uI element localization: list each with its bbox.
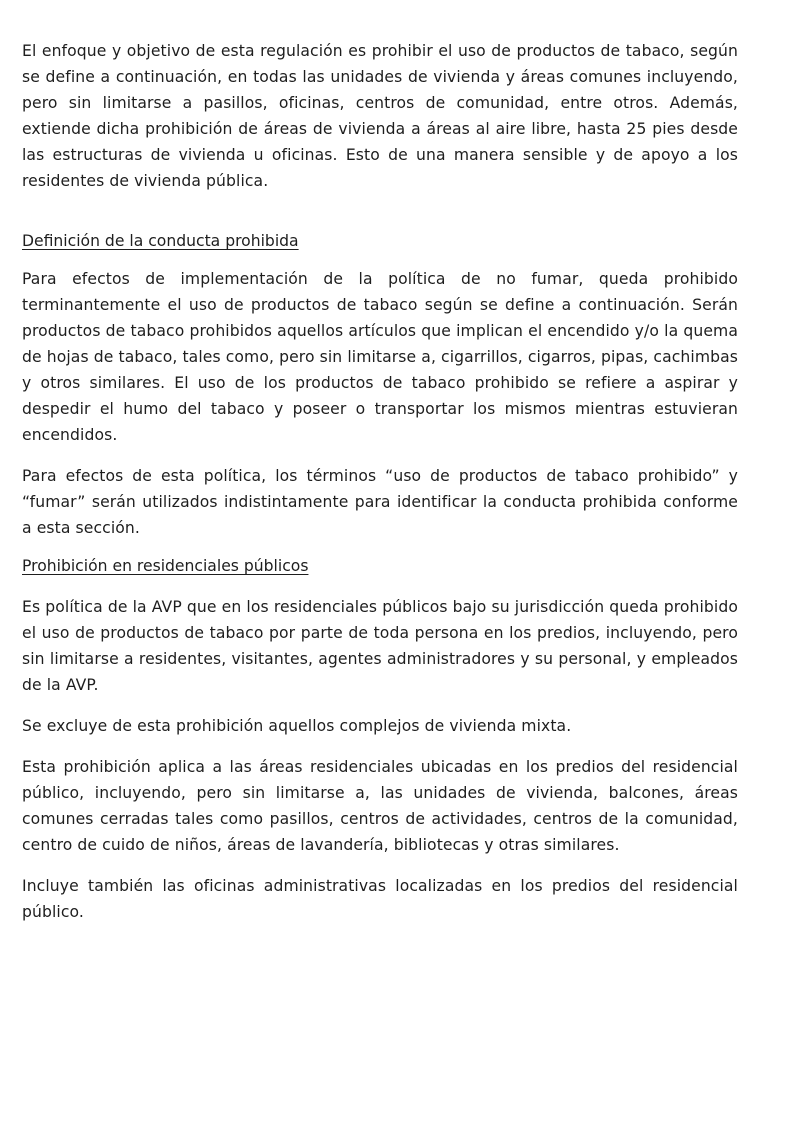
intro-paragraph: El enfoque y objetivo de esta regulación es prohibir el uso de productos de tabaco, según se define a continuación, en todas las unidades de vivienda y áreas comunes incluyendo, pero sin limitarse a pasillos, oficinas, centros de comunidad, entre otros. Además, extiende dicha prohibición de áreas de vivienda a áreas al aire libre, hasta 25 pies desde las estructuras de vivienda u oficinas. Esto de una manera sensible y de apoyo a los residentes de vivienda pública.: [22, 42, 738, 190]
document-page: [22, 38, 738, 925]
paragraph-definicion-2: Para efectos de esta política, los términos “uso de productos de tabaco prohibido” y “fumar” serán utilizados indistintamente para identificar la conducta prohibida conforme a esta sección.: [22, 467, 738, 537]
paragraph-prohibicion-2: Se excluye de esta prohibición aquellos complejos de vivienda mixta.: [22, 717, 572, 735]
paragraph-prohibicion-1: Es política de la AVP que en los residenciales públicos bajo su jurisdicción queda prohibido el uso de productos de tabaco por parte de toda persona en los predios, incluyendo, pero sin limitarse a residentes, visitantes, agentes administradores y su personal, y empleados de la AVP.: [22, 598, 738, 694]
paragraph-prohibicion-4: Incluye también las oficinas administrativas localizadas en los predios del residencial público.: [22, 877, 738, 921]
paragraph-prohibicion-3: Esta prohibición aplica a las áreas residenciales ubicadas en los predios del residencial público, incluyendo, pero sin limitarse a, las unidades de vivienda, balcones, áreas comunes cerradas tales como pasillos, centros de actividades, centros de la comunidad, centro de cuido de niños, áreas de lavandería, bibliotecas y otras similares.: [22, 758, 738, 854]
paragraph-definicion-1: Para efectos de implementación de la política de no fumar, queda prohibido terminantemente el uso de productos de tabaco según se define a continuación. Serán productos de tabaco prohibidos aquellos artículos que implican el encendido y/o la quema de hojas de tabaco, tales como, pero sin limitarse a, cigarrillos, cigarros, pipas, cachimbas y otros similares. El uso de los productos de tabaco prohibido se refiere a aspirar y despedir el humo del tabaco y poseer o transportar los mismos mientras estuvieran encendidos.: [22, 270, 738, 444]
section-heading-prohibicion: Prohibición en residenciales públicos: [22, 557, 309, 575]
section-heading-definicion: Definición de la conducta prohibida: [22, 232, 299, 250]
